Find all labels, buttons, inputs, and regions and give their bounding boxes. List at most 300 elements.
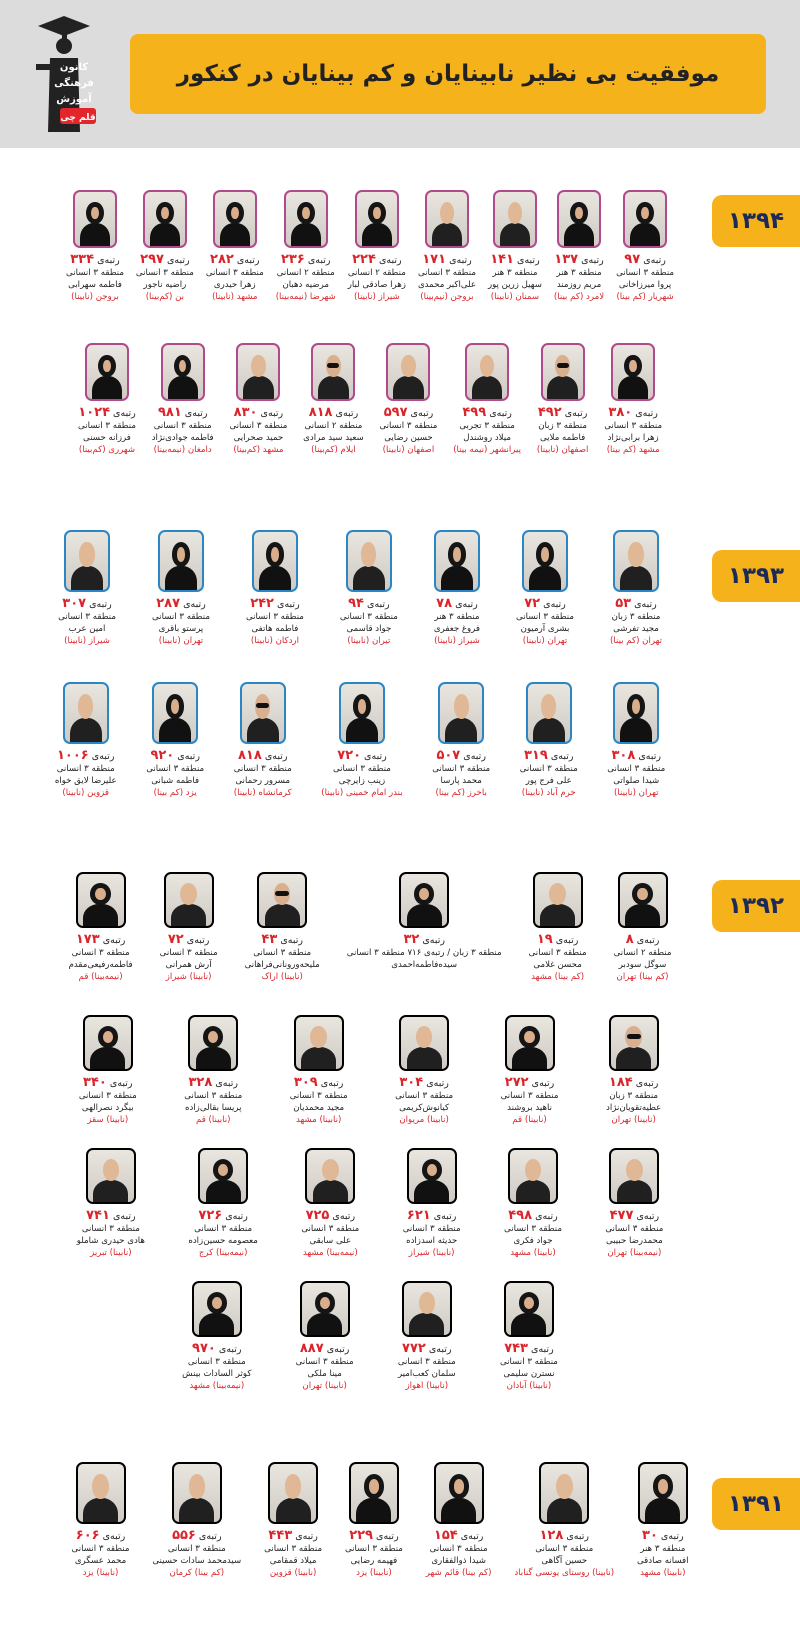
student-name: راضیه ناجور (143, 280, 187, 290)
rank-line (306, 1208, 355, 1223)
rank-label: رتبه‌ی (564, 408, 588, 419)
student-city: (نابینا) روستای یونسی گناباد (514, 1568, 615, 1578)
rank-value: ۸۸۷ (299, 1341, 324, 1356)
student-name: سیده‌فاطمه‌احمدی (391, 960, 458, 970)
student-photo (533, 872, 583, 928)
student-card (78, 343, 136, 456)
student-card (160, 872, 218, 983)
student-photo (164, 872, 214, 928)
rank-value: ۴۹۹ (462, 405, 487, 420)
student-region: منطقه ۳ انسانی (504, 1224, 562, 1234)
rank-label: رتبه‌ی (102, 935, 126, 946)
student-name: حمید صحرایی (233, 433, 284, 443)
student-photo (86, 1148, 136, 1204)
student-city: شیراز (نابینا) (64, 636, 110, 646)
student-photo (539, 1462, 589, 1524)
student-photo (504, 1281, 554, 1337)
rank-line (268, 1528, 317, 1543)
student-card (303, 343, 364, 456)
rank-value: ۴۷۷ (609, 1208, 634, 1223)
student-city: بن (کم‌بینا) (145, 292, 185, 302)
student-photo (143, 190, 187, 248)
rank-label: رتبه‌ی (260, 408, 284, 419)
student-name: جواد قاسمی (346, 624, 392, 634)
rank-line (462, 405, 511, 420)
grid-1393-row2 (40, 682, 680, 799)
rank-line (86, 1208, 135, 1223)
student-card (604, 343, 662, 456)
student-name: شیدا ذوالفقاری (431, 1556, 486, 1566)
student-photo (252, 530, 298, 592)
student-city: تهران (نابینا) (158, 636, 204, 646)
student-region: منطقه ۳ انسانی (289, 1091, 348, 1101)
student-photo (355, 190, 399, 248)
student-name: شیدا صلواتی (613, 776, 660, 786)
rank-value: ۱۷۳ (75, 932, 100, 947)
rank-value: ۳۳۴ (70, 252, 95, 267)
student-photo (526, 682, 572, 744)
student-name: سعید سید مرادی (303, 433, 364, 443)
rank-label: رتبه‌ی (634, 599, 657, 610)
student-photo (434, 530, 480, 592)
student-card (616, 190, 674, 303)
rank-label: رتبه‌ی (531, 1078, 555, 1089)
student-photo (240, 682, 286, 744)
rank-line (626, 932, 660, 947)
student-name: امین عرب (68, 624, 106, 634)
header (0, 0, 800, 148)
student-name: مرضیه دهبان (282, 280, 329, 290)
student-photo (438, 682, 484, 744)
student-region: منطقه ۳ انسانی (205, 268, 264, 278)
student-city: (کم بینا) قائم شهر (425, 1568, 492, 1578)
rank-label: رتبه‌ی (636, 935, 660, 946)
student-name: فهیمه رضایی (350, 1556, 398, 1566)
student-region: منطقه ۳ هنر (434, 612, 480, 622)
student-name: پروا میرزاخانی (618, 280, 672, 290)
rank-line (172, 1528, 221, 1543)
student-name: زهرا صادقی لبار (347, 280, 406, 290)
rank-label: رتبه‌ی (320, 1078, 344, 1089)
student-city: اصفهان (نابینا) (382, 445, 435, 455)
student-name: زهرا حیدری (213, 280, 256, 290)
student-card (520, 682, 578, 799)
student-region: منطقه ۳ انسانی (519, 764, 578, 774)
rank-value: ۳۰۷ (62, 596, 87, 611)
student-region: منطقه ۳ انسانی (159, 948, 218, 958)
student-card (529, 872, 587, 983)
student-region: منطقه ۳ انسانی (146, 764, 205, 774)
rank-line (384, 405, 433, 420)
student-card (348, 190, 406, 303)
rank-value: ۴۹۸ (508, 1208, 533, 1223)
rank-value: ۶۰۶ (75, 1528, 100, 1543)
student-photo (76, 872, 126, 928)
student-name: سهیل زرین پور (487, 280, 542, 290)
rank-line (78, 405, 135, 420)
student-name: معصومه حسین‌زاده (188, 1236, 258, 1246)
year-label: ۱۳۹۲ (727, 893, 785, 919)
student-photo (83, 1015, 133, 1071)
rank-label: رتبه‌ی (489, 408, 512, 419)
student-card (72, 1462, 130, 1579)
student-photo (64, 530, 110, 592)
rank-value: ۷۲۶ (198, 1208, 223, 1223)
student-photo (257, 872, 307, 928)
student-card (79, 1015, 137, 1126)
rank-line (505, 1075, 554, 1090)
student-card (554, 190, 604, 303)
student-region: منطقه ۳ انسانی (264, 1544, 323, 1554)
rank-line (349, 1528, 398, 1543)
rank-line (537, 932, 579, 947)
student-name: مسرور رحمانی (235, 776, 291, 786)
student-name: فروغ جعفری (433, 624, 481, 634)
student-city: تهران (نابینا) (522, 636, 568, 646)
student-region: منطقه ۳ انسانی (429, 1544, 488, 1554)
student-photo (618, 872, 668, 928)
student-photo (349, 1462, 399, 1524)
rank-value: ۷۴۳ (504, 1341, 528, 1356)
rank-label: رتبه‌ی (184, 408, 208, 419)
rank-label: رتبه‌ی (264, 751, 288, 762)
student-region: منطقه ۳ انسانی (295, 1357, 354, 1367)
student-card (301, 1148, 359, 1259)
rank-line (198, 1208, 247, 1223)
rank-line (150, 748, 199, 763)
rank-line (309, 405, 358, 420)
student-region: منطقه ۳ انسانی (56, 764, 115, 774)
rank-value: ۷۸ (436, 596, 453, 611)
rank-label: رتبه‌ی (97, 255, 120, 266)
student-city: قزوین (نابینا) (62, 788, 109, 798)
student-city: (نابینا) یزد (356, 1568, 392, 1578)
student-photo (300, 1281, 350, 1337)
student-region: منطقه ۳ هنر (640, 1544, 686, 1554)
rank-line (294, 1075, 343, 1090)
student-card (418, 190, 476, 303)
student-city: (نابینا) شیراز (165, 972, 212, 982)
rank-label: رتبه‌ی (581, 255, 604, 266)
rank-value: ۹۴ (348, 596, 364, 611)
student-region: منطقه ۳ انسانی (167, 1544, 226, 1554)
student-city: شهرضا (نیمه‌بینا) (275, 292, 336, 302)
rank-value: ۱۷۱ (422, 252, 447, 267)
student-card (66, 190, 124, 303)
rank-value: ۳۰۹ (293, 1075, 318, 1090)
student-region: منطقه ۳ انسانی (528, 948, 587, 958)
rank-line (76, 1528, 125, 1543)
student-card (501, 1015, 559, 1126)
rank-line (609, 1075, 658, 1090)
student-region: منطقه ۳ انسانی (229, 421, 288, 431)
rank-line (422, 252, 471, 267)
rank-value: ۸ (625, 932, 634, 947)
rank-value: ۳۰۸ (611, 748, 636, 763)
rank-line (524, 748, 573, 763)
rank-label: رتبه‌ی (280, 935, 303, 946)
student-photo (268, 1462, 318, 1524)
student-city: (نابینا) یزد (82, 1568, 119, 1578)
rank-line (540, 1528, 589, 1543)
student-city: (نابینا) شیراز (408, 1248, 455, 1258)
student-region: منطقه ۳ انسانی (535, 1544, 594, 1554)
rank-label: رتبه‌ی (112, 1211, 136, 1222)
rank-line (436, 748, 485, 763)
student-city: اردکان (نابینا) (250, 636, 299, 646)
student-region: منطقه ۳ انسانی (516, 612, 574, 622)
rank-value: ۷۲ (167, 932, 184, 947)
student-card (264, 1462, 322, 1579)
rank-line (504, 1341, 553, 1356)
rank-value: ۸۳۰ (233, 405, 258, 420)
student-photo (611, 343, 655, 401)
student-name: علیرضا لایق خواه (54, 776, 117, 786)
rank-line (70, 252, 119, 267)
student-region: منطقه ۳ انسانی (607, 764, 666, 774)
rank-line (624, 252, 666, 267)
rank-label: رتبه‌ی (460, 1531, 484, 1542)
student-card (614, 872, 672, 983)
student-name: سوگل سودبر (618, 960, 667, 970)
student-region: منطقه ۳ انسانی (253, 948, 312, 958)
student-region: منطقه ۳ انسانی (344, 1544, 403, 1554)
student-city: تیران (نابینا) (347, 636, 391, 646)
rank-value: ۶۲۱ (406, 1208, 431, 1223)
student-photo (613, 682, 659, 744)
student-card (488, 190, 542, 303)
student-card (340, 530, 398, 647)
student-city: (نابینا) قم (512, 1115, 547, 1125)
student-photo (339, 682, 385, 744)
rank-value: ۸۱۸ (308, 405, 333, 420)
student-card (514, 1462, 614, 1579)
student-city: سمنان (نابینا) (490, 292, 540, 302)
student-name: مریم روزمند (556, 280, 602, 290)
student-city: تهران (نابینا) (614, 788, 659, 798)
student-city: (نیمه‌بینا) کرج (198, 1248, 248, 1258)
student-region: منطقه ۳ انسانی (153, 421, 212, 431)
student-name: پرستو باقری (158, 624, 204, 634)
student-card (182, 1281, 251, 1392)
student-name: عطیه‌تقویان‌نژاد (606, 1103, 662, 1113)
student-city: باخرز (کم بینا) (435, 788, 487, 798)
student-region: منطقه ۳ انسانی (184, 1091, 243, 1101)
student-photo (284, 190, 328, 248)
student-photo (638, 1462, 688, 1524)
student-city: یزد (کم بینا) (153, 788, 197, 798)
kanoon-logo (30, 14, 110, 132)
student-photo (425, 190, 469, 248)
rank-label: رتبه‌ی (102, 1531, 126, 1542)
student-card (69, 872, 133, 983)
student-region: منطقه ۳ انسانی (379, 421, 438, 431)
student-photo (402, 1281, 452, 1337)
rank-line (554, 252, 603, 267)
rank-line (508, 1208, 557, 1223)
student-city: بروجن (نیم‌بینا) (420, 292, 474, 302)
student-city: (نابینا) قزوین (269, 1568, 317, 1578)
student-photo (465, 343, 509, 401)
rank-value: ۲۳۶ (280, 252, 305, 267)
student-region: منطقه ۳ هنر (556, 268, 602, 278)
student-region: منطقه ۳ انسانی (71, 948, 130, 958)
student-name: محمد عسگری (74, 1556, 127, 1566)
rank-label: رتبه‌ی (109, 1078, 133, 1089)
rank-line (399, 1075, 448, 1090)
rank-value: ۱۴۱ (490, 252, 514, 267)
student-card (146, 682, 204, 799)
student-photo (399, 1015, 449, 1071)
rank-label: رتبه‌ی (332, 1211, 356, 1222)
rank-label: رتبه‌ی (376, 1531, 399, 1542)
grid-1394-row2 (70, 343, 670, 456)
student-city: مشهد (کم بینا) (606, 445, 660, 455)
student-name: میلاد قمقامی (269, 1556, 317, 1566)
student-region: منطقه ۳ انسانی (500, 1091, 559, 1101)
student-name: مینا ملکی (307, 1369, 342, 1379)
rank-label: رتبه‌ی (543, 599, 566, 610)
rank-line (610, 1208, 659, 1223)
rank-line (612, 748, 661, 763)
rank-value: ۹۲۰ (150, 748, 175, 763)
rank-line (192, 1341, 241, 1356)
student-region: منطقه ۳ انسانی (397, 1357, 456, 1367)
rank-value: ۳۰ (642, 1528, 658, 1543)
student-region: منطقه ۲ انسانی (304, 421, 363, 431)
student-photo (188, 1015, 238, 1071)
logo-text-3: آموزش (56, 94, 92, 105)
student-city: شهریار (کم بینا) (616, 292, 674, 302)
rank-label: رتبه‌ی (555, 935, 579, 946)
student-region: منطقه ۳ انسانی (66, 268, 124, 278)
rank-value: ۱۸۴ (608, 1075, 633, 1090)
student-photo (192, 1281, 242, 1337)
student-name: افسانه صادقی (637, 1556, 689, 1566)
student-region: منطقه ۳ انسانی (499, 1357, 558, 1367)
student-name: فاطمه‌رفیعی‌مقدم (68, 960, 133, 970)
rank-line (238, 748, 287, 763)
rank-line (402, 1341, 451, 1356)
student-card (500, 1281, 558, 1392)
student-name: آرش همرانی (165, 960, 212, 970)
rank-label: رتبه‌ی (433, 1211, 457, 1222)
rank-line (83, 1075, 132, 1090)
year-label: ۱۳۹۴ (727, 208, 785, 234)
student-photo (508, 1148, 558, 1204)
student-photo (557, 190, 601, 248)
rank-label: رتبه‌ی (638, 751, 661, 762)
student-name: ملیحه‌ورونانی‌فراهانی (244, 960, 320, 970)
student-photo (434, 1462, 484, 1524)
student-city: خرم آباد (نابینا) (521, 788, 576, 798)
rank-line (210, 252, 259, 267)
rank-value: ۳۲ (403, 932, 420, 947)
rank-value: ۵۹۷ (383, 405, 408, 420)
student-photo (541, 343, 585, 401)
student-city: (نیمه‌بینا) مشهد (302, 1248, 358, 1258)
student-region: منطقه ۳ انسانی (395, 1091, 454, 1101)
student-card (606, 1015, 661, 1126)
rank-label: رتبه‌ی (198, 1531, 222, 1542)
rank-label: رتبه‌ی (186, 935, 210, 946)
student-card (379, 343, 437, 456)
logo-text-2: فرهنگی (54, 78, 94, 89)
student-photo (63, 682, 109, 744)
student-photo (505, 1015, 555, 1071)
student-name: زینب زایرچی (338, 776, 386, 786)
student-photo (305, 1148, 355, 1204)
rank-line (140, 252, 189, 267)
student-card (345, 1462, 403, 1579)
rank-label: رتبه‌ی (463, 751, 486, 762)
student-photo (613, 530, 659, 592)
rank-label: رتبه‌ی (550, 751, 574, 762)
student-city: (نابینا) اراک (261, 972, 303, 982)
student-card (245, 872, 320, 983)
student-city: (نابینا) تبریز (90, 1248, 132, 1258)
rank-label: رتبه‌ی (422, 935, 445, 946)
student-card (58, 530, 116, 647)
student-region: منطقه ۳ انسانی (301, 1224, 360, 1234)
student-name: بشری آرمیون (520, 624, 570, 634)
rank-value: ۱۵۴ (433, 1528, 458, 1543)
student-card (607, 682, 665, 799)
student-name: کوثر السادات بینش (182, 1369, 252, 1379)
student-name: علی فرج پور (525, 776, 572, 786)
rank-line (76, 932, 125, 947)
student-name: فاطمه هاتفی (251, 624, 299, 634)
rank-label: رتبه‌ی (378, 255, 402, 266)
student-card (395, 1015, 453, 1126)
student-photo (73, 190, 117, 248)
student-name: فرزانه حسنی (83, 433, 131, 443)
rank-value: ۳۲۸ (188, 1075, 213, 1090)
rank-label: رتبه‌ی (236, 255, 260, 266)
rank-label: رتبه‌ی (218, 1344, 242, 1355)
student-photo (161, 343, 205, 401)
rank-line (490, 252, 539, 267)
student-photo (85, 343, 129, 401)
student-region: منطقه ۲ انسانی (347, 268, 406, 278)
rank-value: ۲۲۹ (349, 1528, 373, 1543)
student-photo (158, 530, 204, 592)
rank-line (188, 1075, 237, 1090)
student-card (77, 1148, 145, 1259)
student-photo (236, 343, 280, 401)
student-card (246, 530, 304, 647)
rank-line (168, 932, 210, 947)
rank-value: ۸۱۸ (237, 748, 262, 763)
student-region: منطقه ۳ انسانی (135, 268, 194, 278)
rank-value: ۲۷۲ (504, 1075, 529, 1090)
student-name: علی‌اکبر محمدی (417, 280, 476, 290)
student-city: (نابینا) مشهد (295, 1115, 342, 1125)
student-city: (کم بینا) مشهد (531, 972, 585, 982)
student-city: (کم بینا) تهران (616, 972, 669, 982)
student-region: منطقه ۳ انسانی (233, 764, 292, 774)
student-card (321, 682, 402, 799)
student-name: سلمان کعب‌امیر (397, 1369, 456, 1379)
student-photo (399, 872, 449, 928)
student-photo (346, 530, 392, 592)
student-region: منطقه ۳ زبان (609, 1091, 659, 1101)
rank-value: ۴۳ (261, 932, 278, 947)
grid-1393-row1 (40, 530, 680, 647)
rank-label: رتبه‌ی (113, 408, 136, 419)
student-region: منطقه ۳ انسانی (58, 612, 116, 622)
student-city: (نیمه‌بینا) تهران (607, 1248, 662, 1258)
